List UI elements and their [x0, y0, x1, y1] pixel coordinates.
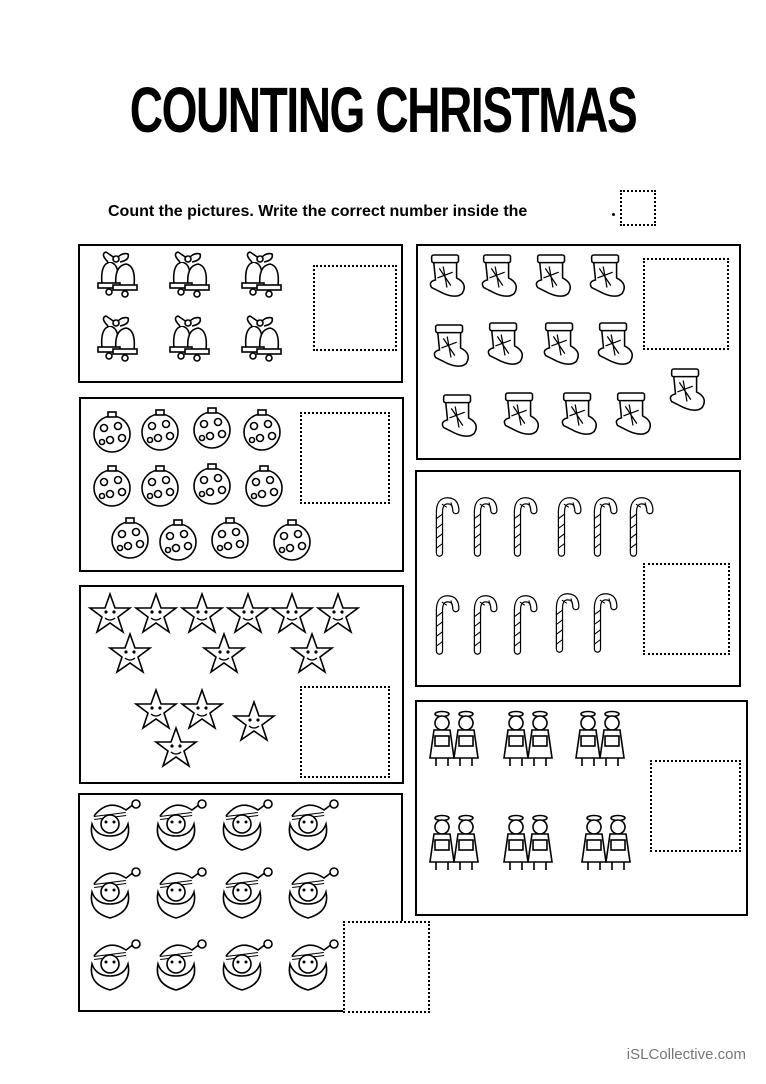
candy-cane-icon [586, 488, 622, 566]
star-face-icon [232, 700, 276, 742]
star-face-icon [180, 688, 224, 730]
candy-cane-icon [428, 488, 464, 566]
stocking-icon [436, 390, 482, 444]
stars-answer-box[interactable] [300, 686, 390, 778]
candy-cane-icon [586, 584, 622, 662]
stocking-icon [530, 250, 576, 304]
stocking-icon [476, 250, 522, 304]
santa-face-icon [218, 868, 274, 922]
angel-choir-icon [426, 812, 482, 874]
angels-answer-box[interactable] [650, 760, 741, 852]
bell-pair-icon [88, 314, 148, 364]
candy-cane-icon [466, 586, 502, 664]
ornament-icon [156, 516, 200, 562]
ornament-icon [240, 406, 284, 452]
candy-cane-icon [622, 488, 658, 566]
candy-cane-icon [506, 488, 542, 566]
angel-choir-icon [426, 708, 482, 770]
bell-pair-icon [232, 250, 292, 300]
angel-choir-icon [578, 812, 634, 874]
santa-face-icon [86, 800, 142, 854]
stocking-icon [592, 318, 638, 372]
candy-cane-icon [506, 586, 542, 664]
santa-face-icon [86, 868, 142, 922]
bell-pair-icon [88, 250, 148, 300]
candy-canes-answer-box[interactable] [643, 563, 730, 655]
star-face-icon [290, 632, 334, 674]
ornament-icon [270, 516, 314, 562]
santa-face-icon [152, 868, 208, 922]
ornament-icon [208, 514, 252, 560]
ornaments-answer-box[interactable] [300, 412, 390, 504]
stocking-icon [664, 364, 710, 418]
ornament-icon [108, 514, 152, 560]
instruction-text: Count the pictures. Write the correct number inside the [108, 203, 528, 220]
ornament-icon [138, 462, 182, 508]
star-face-icon [134, 688, 178, 730]
sample-box-dot [612, 213, 615, 216]
angel-choir-icon [500, 812, 556, 874]
ornament-icon [242, 462, 286, 508]
ornament-icon [90, 462, 134, 508]
stocking-icon [610, 388, 656, 442]
candy-cane-icon [428, 586, 464, 664]
star-face-icon [180, 592, 224, 634]
stocking-icon [424, 250, 470, 304]
stocking-icon [498, 388, 544, 442]
angel-choir-icon [572, 708, 628, 770]
candy-cane-icon [466, 488, 502, 566]
santas-answer-box[interactable] [343, 921, 430, 1013]
worksheet-title: COUNTING CHRISTMAS [129, 74, 637, 146]
bells-answer-box[interactable] [313, 265, 397, 351]
star-face-icon [154, 726, 198, 768]
santa-face-icon [86, 940, 142, 994]
star-face-icon [202, 632, 246, 674]
angel-choir-icon [500, 708, 556, 770]
santa-face-icon [284, 940, 340, 994]
stocking-icon [584, 250, 630, 304]
stocking-icon [556, 388, 602, 442]
star-face-icon [134, 592, 178, 634]
bell-pair-icon [232, 314, 292, 364]
sample-answer-box [620, 190, 656, 226]
ornament-icon [138, 406, 182, 452]
star-face-icon [270, 592, 314, 634]
ornament-icon [90, 408, 134, 454]
santa-face-icon [218, 940, 274, 994]
star-face-icon [88, 592, 132, 634]
star-face-icon [226, 592, 270, 634]
ornament-icon [190, 404, 234, 450]
bell-pair-icon [160, 250, 220, 300]
stockings-answer-box[interactable] [643, 258, 729, 350]
santa-face-icon [218, 800, 274, 854]
candy-cane-icon [550, 488, 586, 566]
site-watermark: iSLCollective.com [626, 1046, 746, 1063]
star-face-icon [108, 632, 152, 674]
stocking-icon [538, 318, 584, 372]
bell-pair-icon [160, 314, 220, 364]
candy-cane-icon [548, 584, 584, 662]
stocking-icon [482, 318, 528, 372]
santa-face-icon [284, 800, 340, 854]
santa-face-icon [152, 800, 208, 854]
santa-face-icon [152, 940, 208, 994]
stocking-icon [428, 320, 474, 374]
santa-face-icon [284, 868, 340, 922]
ornament-icon [190, 460, 234, 506]
star-face-icon [316, 592, 360, 634]
